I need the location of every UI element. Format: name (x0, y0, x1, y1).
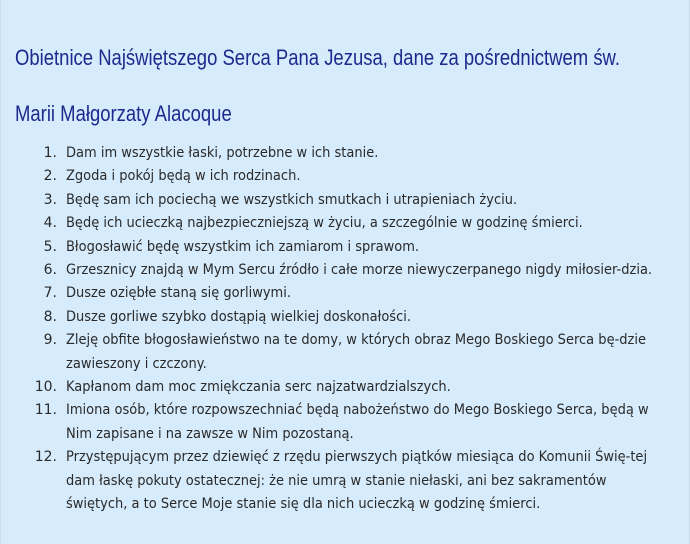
item-text: Błogosławić będę wszystkim ich zamiarom i sprawom. (66, 238, 420, 255)
heading-line-1: Obietnice Najświętszego Serca Pana Jezusa, dane za pośrednictwem św. (15, 45, 621, 70)
list-item (1, 142, 662, 165)
item-number: 5. (43, 238, 57, 255)
item-text: Kapłanom dam moc zmiękczania serc najzatwardzialszych. (66, 379, 451, 396)
list-item (1, 376, 662, 399)
list-item (1, 212, 662, 235)
item-number: 2. (43, 168, 57, 185)
promises-list (1, 142, 662, 517)
item-number: 8. (43, 308, 57, 325)
list-item (1, 329, 662, 376)
item-number: 9. (43, 332, 57, 349)
item-number: 10. (34, 379, 57, 396)
list-item (1, 399, 662, 446)
item-text: Dusze oziębłe staną się gorliwymi. (66, 285, 291, 302)
list-item (1, 189, 662, 212)
list-item (1, 282, 662, 305)
item-text: Będę sam ich pociechą we wszystkich smutkach i utrapieniach życiu. (66, 191, 518, 208)
list-item (1, 165, 662, 188)
item-number: 12. (34, 449, 57, 466)
item-number: 4. (43, 215, 57, 232)
item-number: 3. (43, 191, 57, 208)
item-text: Przystępującym przez dziewięć z rzędu pierwszych piątków miesiąca do Komunii Świę-tej dam łaskę pokuty ostatecznej: że nie umrą w stanie niełaski, ani bez sakramentów świętych, a to Serce Moje stanie się dla nich ucieczką w godzinę śmierci. (66, 449, 648, 513)
item-number: 6. (43, 262, 57, 279)
item-number: 1. (43, 145, 57, 161)
item-text: Imiona osób, które rozpowszechniać będą nabożeństwo do Mego Boskiego Serca, będą w Nim zapisane i na zawsze w Nim pozostaną. (66, 402, 649, 442)
list-item (1, 259, 662, 282)
item-text: Będę ich ucieczką najbezpieczniejszą w życiu, a szczególnie w godzinę śmierci. (66, 215, 583, 232)
item-text: Grzesznicy znajdą w Mym Sercu źródło i całe morze niewyczerpanego nigdy miłosier-dzia. (66, 262, 653, 279)
list-item (1, 236, 662, 259)
list-item (1, 446, 662, 516)
item-text: Dam im wszystkie łaski, potrzebne w ich stanie. (66, 145, 379, 161)
item-number: 11. (34, 402, 57, 419)
item-text: Dusze gorliwe szybko dostąpią wielkiej doskonałości. (66, 308, 412, 325)
page-heading (15, 30, 679, 142)
item-number: 7. (43, 285, 57, 302)
item-text: Zgoda i pokój będą w ich rodzinach. (66, 168, 301, 185)
heading-line-2: Marii Małgorzaty Alacoque (15, 101, 232, 126)
list-item (1, 306, 662, 329)
item-text: Zleję obfite błogosławieństwo na te domy, w których obraz Mego Boskiego Serca bę-dzie zawieszony i czczony. (66, 332, 647, 372)
